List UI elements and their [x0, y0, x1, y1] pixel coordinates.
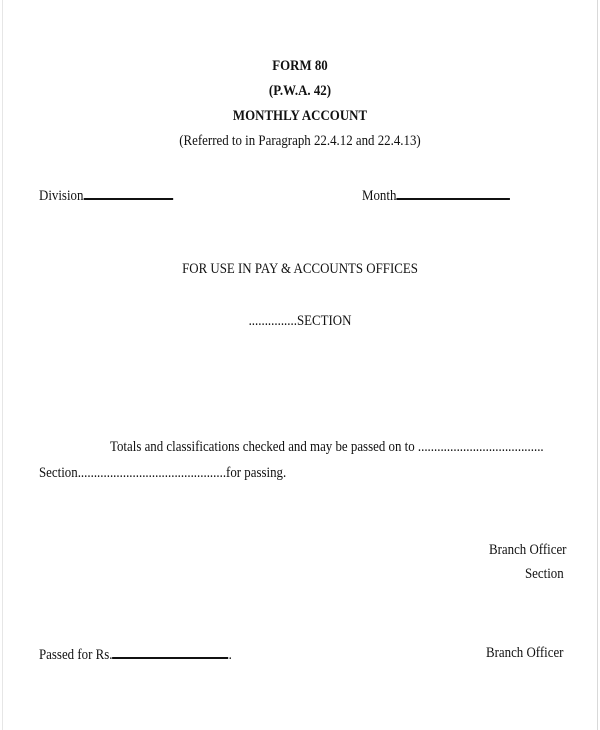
form-number: FORM 80: [272, 58, 328, 74]
passed-for-period: .: [228, 647, 232, 663]
section-for-passing-line: Section..............................................for passing.: [39, 465, 287, 481]
use-in-pay-offices-line: FOR USE IN PAY & ACCOUNTS OFFICES: [182, 261, 418, 277]
form-reference: (Referred to in Paragraph 22.4.12 and 22.4.13): [179, 133, 421, 149]
totals-checked-line: Totals and classifications checked and may be passed on to .......................................: [110, 439, 544, 455]
form-pwa-code: (P.W.A. 42): [268, 83, 332, 99]
branch-officer-signature: Branch Officer: [489, 542, 567, 558]
form-title: MONTHLY ACCOUNT: [232, 108, 368, 124]
section-signature: Section: [525, 566, 564, 582]
document-page: [2, 0, 598, 730]
division-blank[interactable]: [83, 186, 172, 200]
division-field: [39, 186, 173, 205]
branch-officer-signature-2: Branch Officer: [486, 645, 564, 661]
month-label: Month: [362, 188, 397, 204]
division-label: Division: [39, 188, 84, 204]
month-blank[interactable]: [396, 186, 510, 200]
section-heading: ...............SECTION: [248, 313, 352, 329]
month-field: [362, 186, 510, 205]
passed-for-amount-blank[interactable]: [112, 645, 228, 659]
passed-for-field: [39, 645, 232, 664]
passed-for-label: Passed for Rs.: [39, 647, 113, 663]
